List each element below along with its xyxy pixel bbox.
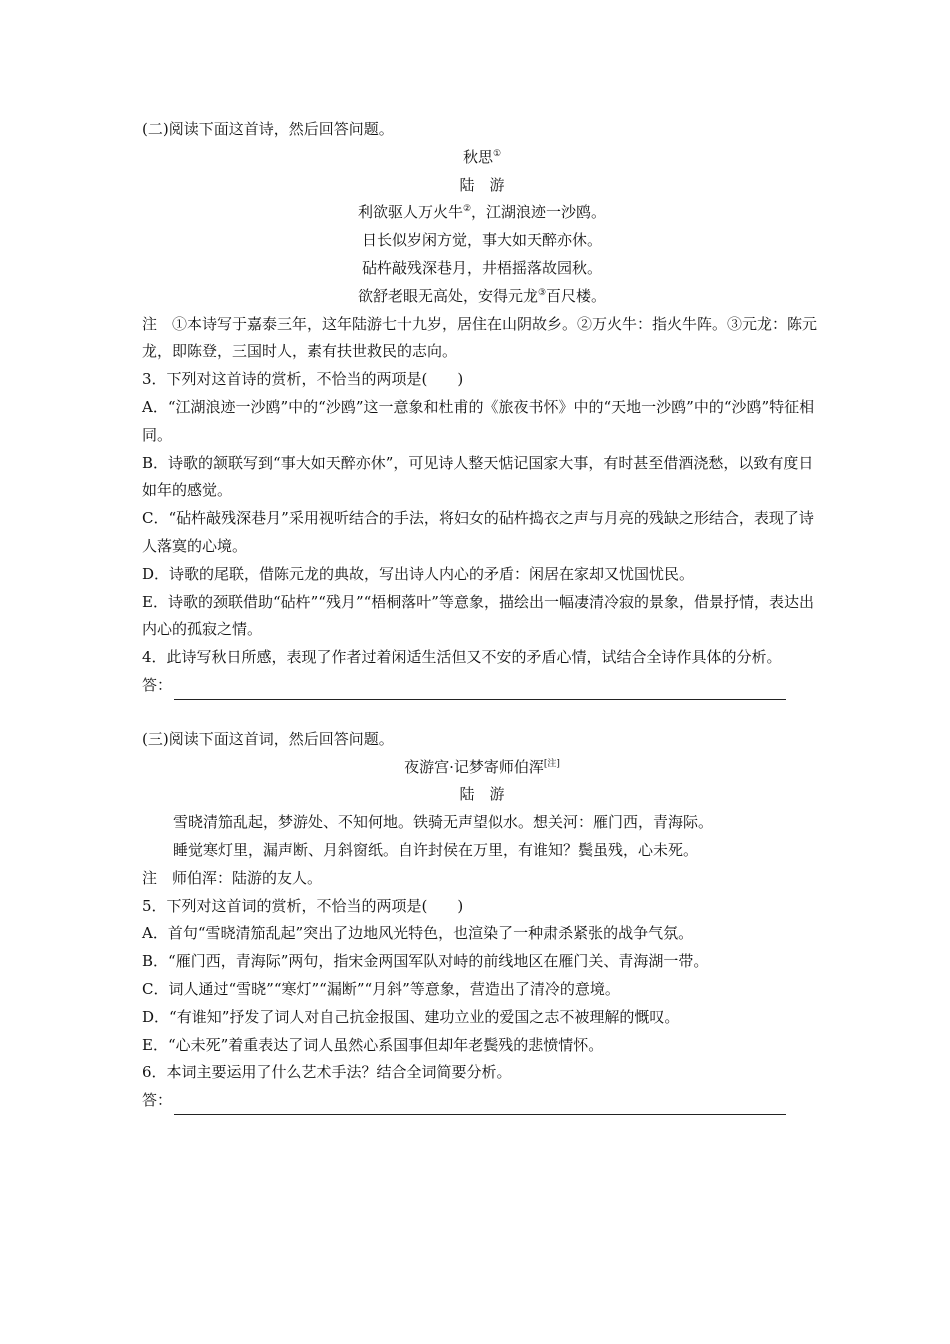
ci-author: 陆 游 [459, 785, 505, 804]
question-3-option-e[interactable]: E．诗歌的颈联借助“砧杵”“残月”“梧桐落叶”等意象，描绘出一幅凄清冷寂的景象，借景抒情，表达出内心的孤寂之情。 [142, 592, 814, 639]
question-6-stem: 6．本词主要运用了什么艺术手法？结合全词简要分析。 [142, 1063, 512, 1082]
poem-line-text: 日长似岁闲方觉，事大如天醉亦休。 [361, 231, 602, 250]
question-5-option-b[interactable]: B．“雁门西，青海际”两句，指宋金两国军队对峙的前线地区在雁门关、青海湖一带。 [142, 952, 709, 971]
question-4-stem: 4．此诗写秋日所感，表现了作者过着闲适生活但又不安的矛盾心情，试结合全诗作具体的分析。 [142, 648, 782, 667]
answer-label: 答： [142, 1091, 173, 1110]
ci-note: 注 师伯浑：陆游的友人。 [142, 868, 323, 887]
poem-line-text: 欲舒老眼无高处，安得元龙 [357, 286, 538, 305]
document-page [142, 116, 822, 1115]
poem-line-text: ，江湖浪迹一沙鸥。 [471, 203, 607, 222]
answer-line[interactable] [174, 1096, 786, 1115]
question-5-stem: 5．下列对这首词的赏析，不恰当的两项是( ) [142, 896, 464, 915]
poem-line-text: 百尺楼。 [546, 286, 607, 305]
poem-title-text: 秋思 [462, 147, 493, 166]
question-5-option-e[interactable]: E．“心未死”着重表达了词人虽然心系国事但却年老鬓残的悲愤情怀。 [142, 1035, 604, 1054]
ci-title [142, 754, 822, 782]
question-5-option-d[interactable]: D．“有谁知”抒发了词人对自己抗金报国、建功立业的爱国之志不被理解的慨叹。 [142, 1007, 680, 1026]
question-3-option-a[interactable]: A．“江湖浪迹一沙鸥”中的“沙鸥”这一意象和杜甫的《旅夜书怀》中的“天地一沙鸥”中的“沙鸥”特征相同。 [142, 397, 815, 444]
question-5-option-a[interactable]: A．首句“雪晓清笳乱起”突出了边地风光特色，也渲染了一种肃杀紧张的战争气氛。 [142, 924, 694, 943]
poem-line [142, 199, 822, 227]
poem-title [142, 144, 822, 172]
ci-line: 睡觉寒灯里，漏声断、月斜窗纸。自许封侯在万里，有谁知？鬓虽残，心未死。 [173, 840, 699, 859]
question-5-option-c[interactable]: C．词人通过“雪晓”“寒灯”“漏断”“月斜”等意象，营造出了清冷的意境。 [142, 979, 620, 998]
poem-line [142, 227, 822, 255]
section2-intro: (二)阅读下面这首诗，然后回答问题。 [142, 120, 394, 138]
question-3-option-b[interactable]: B．诗歌的颔联写到“事大如天醉亦休”，可见诗人整天惦记国家大事，有时甚至借酒浇愁，以致有度日如年的感觉。 [142, 453, 814, 500]
poem-title-note: ① [492, 148, 502, 159]
poem-line-note: ② [462, 204, 472, 215]
poem-line [142, 283, 822, 311]
ci-title-note: [注] [543, 758, 560, 769]
answer-line[interactable] [174, 681, 786, 700]
ci-line: 雪晓清笳乱起，梦游处、不知何地。铁骑无声望似水。想关河：雁门西，青海际。 [173, 813, 714, 832]
poem-line-text: 砧杵敲残深巷月，井梧摇落故园秋。 [361, 258, 602, 277]
question-3-stem: 3．下列对这首诗的赏析，不恰当的两项是( ) [142, 370, 464, 389]
poem-note: 注 ①本诗写于嘉泰三年，这年陆游七十九岁，居住在山阴故乡。②万火牛：指火牛阵。③元龙：陈元龙，即陈登，三国时人，素有扶世救民的志向。 [142, 314, 818, 361]
question-4-answer [142, 672, 822, 700]
question-3-option-c[interactable]: C．“砧杵敲残深巷月”采用视听结合的手法，将妇女的砧杵捣衣之声与月亮的残缺之形结合，表现了诗人落寞的心境。 [142, 509, 814, 555]
section3-intro: (三)阅读下面这首词，然后回答问题。 [142, 729, 394, 748]
poem-author: 陆 游 [459, 175, 505, 194]
question-3-option-d[interactable]: D．诗歌的尾联，借陈元龙的典故，写出诗人内心的矛盾：闲居在家却又忧国忧民。 [142, 564, 695, 583]
ci-title-text: 夜游宫·记梦寄师伯浑 [404, 757, 544, 776]
answer-label: 答： [142, 675, 173, 694]
poem-line [142, 255, 822, 283]
poem-line-text: 利欲驱人万火牛 [357, 203, 463, 222]
question-6-answer [142, 1087, 822, 1115]
poem-line-note: ③ [537, 287, 547, 298]
section-gap [142, 700, 822, 726]
